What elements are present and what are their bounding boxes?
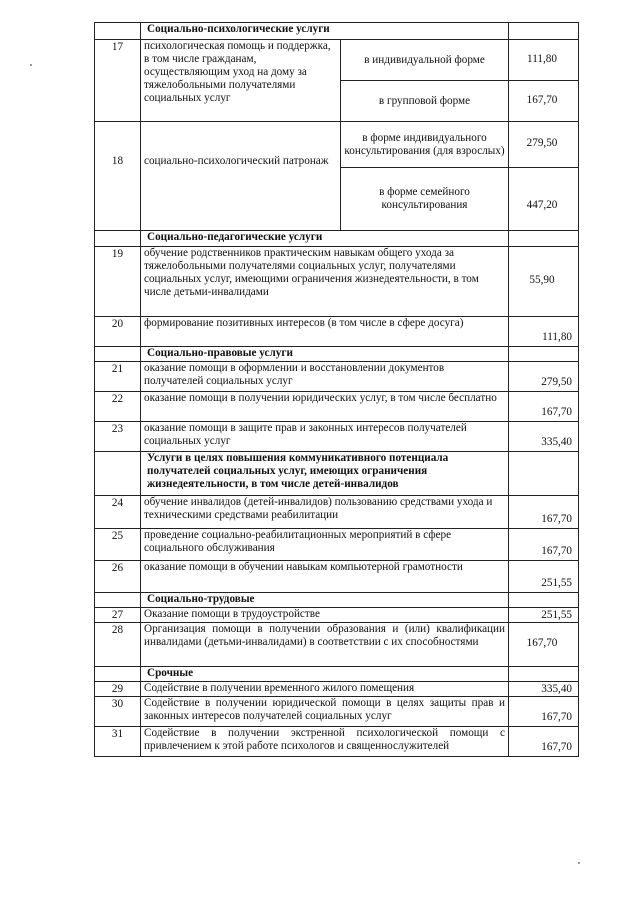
table-row <box>95 682 579 697</box>
section-row <box>95 23 579 40</box>
table-row <box>95 40 579 81</box>
price-cell: 447,20 <box>509 168 579 231</box>
price-cell: 167,70 <box>509 392 579 422</box>
scan-speck <box>30 64 32 66</box>
table-row <box>95 561 579 593</box>
price-cell: 167,70 <box>509 727 579 757</box>
service-description: оказание помощи в получении юридических услуг, в том числе бесплатно <box>141 392 509 422</box>
service-form: в форме семейного консультирования <box>341 168 509 231</box>
price-cell: 167,70 <box>509 529 579 561</box>
table-row <box>95 247 579 317</box>
row-number: 18 <box>95 122 141 231</box>
price-cell: 167,70 <box>509 697 579 727</box>
service-description: обучение инвалидов (детей-инвалидов) пользованию средствами ухода и техническими средствами реабилитации <box>141 496 509 529</box>
row-number: 20 <box>95 317 141 347</box>
section-title: Социально-педагогические услуги <box>141 231 509 247</box>
table-row <box>95 727 579 757</box>
row-number: 28 <box>95 623 141 667</box>
row-number: 25 <box>95 529 141 561</box>
section-row <box>95 347 579 362</box>
service-description: оказание помощи в защите прав и законных интересов получателей социальных услуг <box>141 422 509 452</box>
table-row <box>95 623 579 667</box>
price-cell: 167,70 <box>509 623 579 667</box>
price-cell: 167,70 <box>509 496 579 529</box>
section-row <box>95 667 579 682</box>
service-description: Содействие в получении юридической помощи в целях защиты прав и законных интересов получателей социальных услуг <box>141 697 509 727</box>
price-cell: 111,80 <box>509 40 579 81</box>
service-description: Содействие в получении временного жилого помещения <box>141 682 509 697</box>
price-cell: 55,90 <box>509 247 579 317</box>
row-number: 17 <box>95 40 141 122</box>
service-description: Содействие в получении экстренной психологической помощи с привлечением к этой работе психологов и священнослужителей <box>141 727 509 757</box>
service-description: психологическая помощь и поддержка, в том числе гражданам, осуществляющим уход на дому за тяжелобольными получателями социальных услуг <box>141 40 341 122</box>
service-description: оказание помощи в обучении навыкам компьютерной грамотности <box>141 561 509 593</box>
price-cell: 111,80 <box>509 317 579 347</box>
row-number: 30 <box>95 697 141 727</box>
service-form: в индивидуальной форме <box>341 40 509 81</box>
service-description: проведение социально-реабилитационных мероприятий в сфере социального обслуживания <box>141 529 509 561</box>
table-row <box>95 496 579 529</box>
price-cell: 279,50 <box>509 122 579 168</box>
service-form: в форме индивидуального консультирования (для взрослых) <box>341 122 509 168</box>
row-number: 22 <box>95 392 141 422</box>
tariff-table <box>94 22 579 757</box>
section-title: Социально-правовые услуги <box>141 347 509 362</box>
table-row <box>95 362 579 392</box>
table-row <box>95 317 579 347</box>
service-description: Оказание помощи в трудоустройстве <box>141 608 509 623</box>
price-cell: 251,55 <box>509 561 579 593</box>
row-number: 23 <box>95 422 141 452</box>
section-row <box>95 452 579 496</box>
scan-speck <box>578 862 580 864</box>
section-title: Срочные <box>141 667 509 682</box>
service-form: в групповой форме <box>341 81 509 122</box>
table-row <box>95 697 579 727</box>
section-title: Социально-трудовые <box>141 593 509 608</box>
row-number: 21 <box>95 362 141 392</box>
table-row <box>95 422 579 452</box>
section-row <box>95 593 579 608</box>
row-number: 29 <box>95 682 141 697</box>
section-title: Услуги в целях повышения коммуникативного потенциала получателей социальных услуг, имеющих ограничения жизнедеятельности, в том числе детей-инвалидов <box>141 452 509 496</box>
row-number: 24 <box>95 496 141 529</box>
price-cell: 279,50 <box>509 362 579 392</box>
row-number: 31 <box>95 727 141 757</box>
service-description: обучение родственников практическим навыкам общего ухода за тяжелобольными получателями социальных услуг, получателями социальных услуг, имеющими ограничения жизнедеятельности, в том числе детьми-инвалидами <box>141 247 509 317</box>
price-cell: 335,40 <box>509 682 579 697</box>
table-row <box>95 122 579 168</box>
service-description: социально-психологический патронаж <box>141 122 341 231</box>
price-cell: 335,40 <box>509 422 579 452</box>
row-number: 26 <box>95 561 141 593</box>
row-number: 19 <box>95 247 141 317</box>
service-description: формирование позитивных интересов (в том числе в сфере досуга) <box>141 317 509 347</box>
row-number: 27 <box>95 608 141 623</box>
table-row <box>95 608 579 623</box>
price-cell: 167,70 <box>509 81 579 122</box>
section-row <box>95 231 579 247</box>
table-row <box>95 392 579 422</box>
table-row <box>95 529 579 561</box>
service-description: Организация помощи в получении образования и (или) квалификации инвалидами (детьми-инвалидами) в соответствии с их способностями <box>141 623 509 667</box>
service-description: оказание помощи в оформлении и восстановлении документов получателей социальных услуг <box>141 362 509 392</box>
section-title: Социально-психологические услуги <box>141 23 509 40</box>
price-cell: 251,55 <box>509 608 579 623</box>
